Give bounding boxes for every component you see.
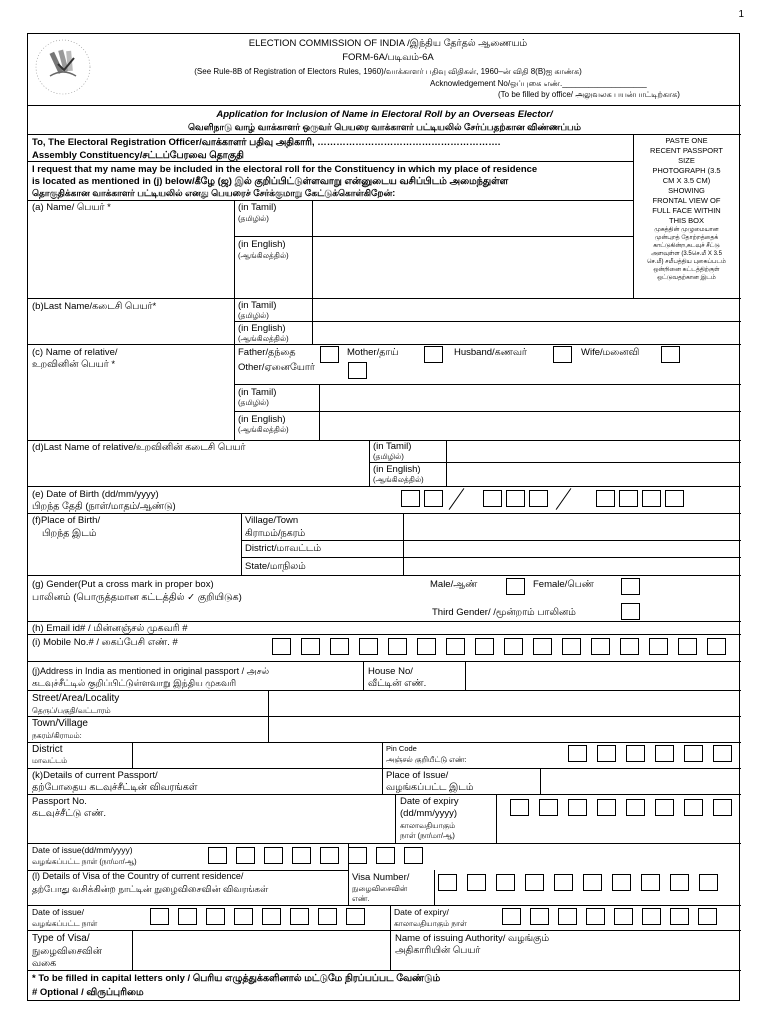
passport-issue-date-label: Date of issue(dd/mm/yyyy) — [32, 845, 133, 855]
visa-expiry-label: Date of expiry/ — [394, 907, 449, 917]
passport-issue-date-input[interactable] — [208, 844, 508, 868]
form-title-en: Application for Inclusion of Name in Electoral Roll by an Overseas Elector/ — [216, 109, 553, 120]
mobile-input[interactable] — [272, 635, 738, 659]
header-rule: (See Rule-8B of Registration of Electors Rules, 1960)/வாக்காளர் பதிவு விதிகள், 1960–ன் விதி 8(B)ஐ காண்க) — [194, 67, 582, 76]
visa-type-input[interactable] — [134, 932, 390, 968]
relation-father-checkbox[interactable] — [320, 346, 339, 363]
relative-last-name-english-input[interactable] — [448, 464, 738, 484]
passport-label: (k)Details of current Passport/ — [32, 770, 158, 781]
district-label: District — [32, 744, 63, 755]
name-tamil-input[interactable] — [314, 202, 630, 234]
footnote-capital-letters: * To be filled in capital letters only / பெரிய எழுத்துக்களினால் மட்டுமே நிரப்பப்பட வேண்டும் — [32, 973, 441, 984]
town-input[interactable] — [270, 718, 738, 740]
assembly-constituency[interactable]: Assembly Constituency/சட்டப்பேரவை தொகுதி — [32, 150, 244, 161]
page-number: 1 — [738, 9, 744, 20]
request-line1: I request that my name may be included in the electoral roll for the Constituency in which my place of residence — [32, 164, 538, 175]
pob-label: (f)Place of Birth/ — [32, 515, 101, 526]
eci-logo-icon — [34, 38, 92, 96]
name-tamil-label: (in Tamil) — [238, 202, 277, 213]
relative-name-tamil-input[interactable] — [321, 386, 738, 410]
relation-other-checkbox[interactable] — [348, 362, 367, 379]
form-title-ta: வெளிநாடு வாழ் வாக்காளர் ஒருவர் பெயரை வாக்காளர் பட்டியலில் சேர்ப்பதற்கான விண்ணப்பம் — [188, 122, 581, 132]
relative-name-english-input[interactable] — [321, 413, 738, 438]
district-input[interactable] — [134, 744, 380, 766]
email-label: (h) Email id# / மின்னஞ்சல் முகவரி # — [32, 623, 188, 634]
last-name-label: (b)Last Name/கடைசி பெயர்* — [32, 301, 157, 312]
pob-district-input[interactable] — [405, 542, 738, 556]
visa-label: (l) Details of Visa of the Country of current residence/ — [32, 871, 244, 881]
last-name-tamil-input[interactable] — [314, 300, 738, 320]
last-name-english-input[interactable] — [314, 323, 738, 343]
name-english-input[interactable] — [314, 238, 630, 296]
visa-number-input[interactable] — [438, 872, 738, 894]
house-no-input[interactable] — [467, 663, 738, 688]
visa-issue-date-label: Date of issue/ — [32, 907, 84, 917]
to-ero-line[interactable]: To, The Electoral Registration Officer/வாக்காளர் பதிவு அதிகாரி, …………………………………………………. — [32, 137, 501, 148]
photo-box[interactable] — [634, 136, 739, 282]
request-line2: is located as mentioned in (j) below/கீழே (ஜ) இல் குறிப்பிட்டுள்ளவாறு என்னுடைய வசிப்பிடம் அமைந்துள்ள — [32, 176, 509, 187]
pin-label: Pin Code — [386, 744, 417, 753]
visa-number-label: Visa Number/ — [352, 872, 410, 883]
footnote-optional: # Optional / விருப்புரிமை — [32, 987, 144, 998]
photo-instruction-en: PASTE ONE RECENT PASSPORT SIZE PHOTOGRAPH (3.5 CM X 3.5 CM) SHOWING FRONTAL VIEW OF FULL FACE WITHIN THIS BOX — [650, 136, 723, 225]
street-label: Street/Area/Locality — [32, 693, 120, 704]
dob-label: (e) Date of Birth (dd/mm/yyyy) — [32, 489, 159, 500]
passport-no-label: Passport No. — [32, 796, 87, 807]
relative-last-name-tamil-input[interactable] — [448, 441, 738, 461]
visa-expiry-input[interactable] — [502, 906, 738, 928]
passport-place-of-issue-input[interactable] — [542, 770, 738, 792]
relation-wife-checkbox[interactable] — [661, 346, 680, 363]
issuing-authority-input[interactable] — [588, 932, 738, 968]
dob-input[interactable] — [398, 487, 738, 511]
passport-expiry-input[interactable] — [500, 797, 738, 819]
pin-code-input[interactable] — [568, 743, 738, 767]
address-label: (j)Address in India as mentioned in original passport / அசல் — [32, 666, 270, 676]
email-input[interactable] — [268, 622, 738, 634]
header-form-title: FORM-6A/படிவம்-6A — [342, 52, 434, 63]
acknowledgement-no[interactable]: Acknowledgement No/ஒப்புகை எண்.___________________ — [430, 79, 647, 88]
pob-state-input[interactable] — [405, 559, 738, 574]
visa-issue-date-input[interactable] — [150, 906, 390, 928]
street-input[interactable] — [270, 692, 738, 714]
name-english-label: (in English) — [238, 239, 286, 250]
pob-village-input[interactable] — [405, 515, 738, 539]
mobile-label: (i) Mobile No.# / கைப்பேசி எண். # — [32, 637, 178, 648]
form-6a: ELECTION COMMISSION OF INDIA /இந்திய தேர்தல் ஆணையம் FORM-6A/படிவம்-6A (See Rule-8B of Registration of Electors Rules, 1960)/வாக்காளர் பதிவு விதிகள், 1960–ன் விதி 8(B)ஐ காண்க) Acknowledgement No/ஒப்புகை எண்.___________________ (To be filled by office/ அலுவலக பயன்பாட்டிற்காக) Application for Inclusion of Name in Electoral Roll by an Overseas Elector/ வெளிநாடு வாழ் வாக்காளர் ஒருவர் பெயரை வாக்காளர் பட்டியலில் சேர்ப்பதற்கான விண்ணப்பம் PASTE ONE RECENT PASSPORT SIZE PHOTOGRAPH (3.5 CM X 3.5 CM) SHOWING FRONTAL VIEW OF FULL FACE WITHIN THIS BOX முகத்தின் முழுமையான முன்புறத் தோற்றத்தைக் காட்டுகின்ற,கடவுச் சீட்டு அளவுள்ள (3.5செ.மீ X 3.5 செ.மீ) சமீபத்திய புகைப்படம் ஒன்றினை கட்டத்திற்குள் ஒட்டுவதற்கான இடம் To, The Electoral Registration Officer/வாக்காளர் பதிவு அதிகாரி, …………………………………………………. Assembly Constituency/சட்டப்பேரவை தொகுதி I request that my name may be included in the electoral roll for the Constituency in which my place of residence is located as mentioned in (j) below/கீழே (ஜ) இல் குறிப்பிட்டுள்ளவாறு என்னுடைய வசிப்பிடம் அமைந்துள்ள தொகுதிக்கான வாக்காளர் பட்டியலில் எனது பெயரைச் சேர்க்குமாறு கேட்டுக்கொள்கிறேன்: (a) Name/ பெயர் * (in Tamil) (தமிழில்) (in English) (ஆங்கிலத்தில்) (b)Last Name/கடைசி பெயர்* (in Tamil) (தமிழில்) (in English) (ஆங்கிலத்தில்) (c) Name of relative/ உறவினின் பெயர் * Father/தந்தை Mother/தாய் Husband/கணவர் Wife/மனைவி Other/ஏனையோர் (in Tamil) (தமிழில்) (in English) (ஆங்கிலத்தில்) (d)Last Name of relative/உறவினின் கடைசி பெயர் (in Tamil) (தமிழில்) (in English) (ஆங்கிலத்தில்) (e) Date of Birth (dd/mm/yyyy) பிறந்த தேதி (நாள்/மாதம்/ஆண்டு) (f)Place of Birth/ பிறந்த இடம் Village/Town கிராமம்/நகரம் District/மாவட்டம் State/மாநிலம் (g) Gender(Put a cross mark in proper box) பாலினம் (பொருத்தமான கட்டத்தில் ✓ குறியிடுக) Male/ஆண் Female/பெண் Third Gender/ /மூன்றாம் பாலினம் (h) Email id# / மின்னஞ்சல் முகவரி # (i) Mobile No.# / கைப்பேசி எண். # (j)Address in India as mentioned in original passport / அசல் கடவுச்சீட்டில் குறிப்பிட்டுள்ளவாறு இந்திய முகவரி House No/ வீட்டின் எண். Street/Area/Locality தெருப்/பகுதி/வட்டாரம் Town/Village நகரம்/கிராமம்: District மாவட்டம் Pin Code அஞ்சல் குறியீட்டு எண்: (k)Details of current Passport/ தற்போதைய கடவுச்சீட்டின் விவரங்கள் Place of Issue/ வழங்கப்பட்ட இடம் Passport No. கடவுச்சீட்டு எண். Date of expiry (dd/mm/yyyy) காலாவதியாகும் நாள் (நா/மா/ஆ) Date of issue(dd/mm/yyyy) வழங்கப்பட்ட நாள் (நா/மா/ஆ) (l) Details of Visa of the Country of current residence/ தற்போது வசிக்கின்ற நாட்டின் நுழைவிசைவின் விவரங்கள் Visa Number/ நுழைவிசைவின் எண். Date of issue/ வழங்கப்பட்ட நாள் Date of expiry/ காலாவதியாகும் நாள் Type of Visa/ நுழைவிசைவின் வகை Name of issuing Authority/ வழங்கும் அதிகாரியின் பெயர் * To be filled in capital letters only / பெரிய எழுத்துக்களினால் மட்டுமே நிரப்பப்பட வேண்டும் # Optional / விருப்புரிமை — [27, 33, 740, 1001]
photo-instruction-ta: முகத்தின் முழுமையான முன்புறத் தோற்றத்தைக் காட்டுகின்ற,கடவுச் சீட்டு அளவுள்ள (3.5செ.மீ X 3.5 செ.மீ) சமீபத்திய புகைப்படம் ஒன்றினை கட்டத்திற்குள் ஒட்டுவதற்கான இடம் — [647, 227, 726, 281]
relative-label: (c) Name of relative/ — [32, 347, 118, 358]
visa-type-label: Type of Visa/ — [32, 933, 90, 944]
gender-label: (g) Gender(Put a cross mark in proper box) — [32, 579, 214, 590]
relation-mother-checkbox[interactable] — [424, 346, 443, 363]
town-label: Town/Village — [32, 718, 88, 729]
gender-third-checkbox[interactable] — [621, 603, 640, 620]
relative-last-name-label: (d)Last Name of relative/உறவினின் கடைசி பெயர் — [32, 442, 246, 453]
gender-female-checkbox[interactable] — [621, 578, 640, 595]
gender-male-checkbox[interactable] — [506, 578, 525, 595]
header-line1: ELECTION COMMISSION OF INDIA /இந்திய தேர்தல் ஆணையம் — [248, 38, 528, 49]
request-line3: தொகுதிக்கான வாக்காளர் பட்டியலில் எனது பெயரைச் சேர்க்குமாறு கேட்டுக்கொள்கிறேன்: — [32, 188, 396, 198]
issuing-authority-label: Name of issuing Authority/ வழங்கும் — [395, 933, 550, 944]
relation-husband-checkbox[interactable] — [553, 346, 572, 363]
name-label: (a) Name/ பெயர் * — [32, 202, 111, 213]
acknowledgement-note: (To be filled by office/ அலுவலக பயன்பாட்டிற்காக) — [498, 90, 680, 99]
